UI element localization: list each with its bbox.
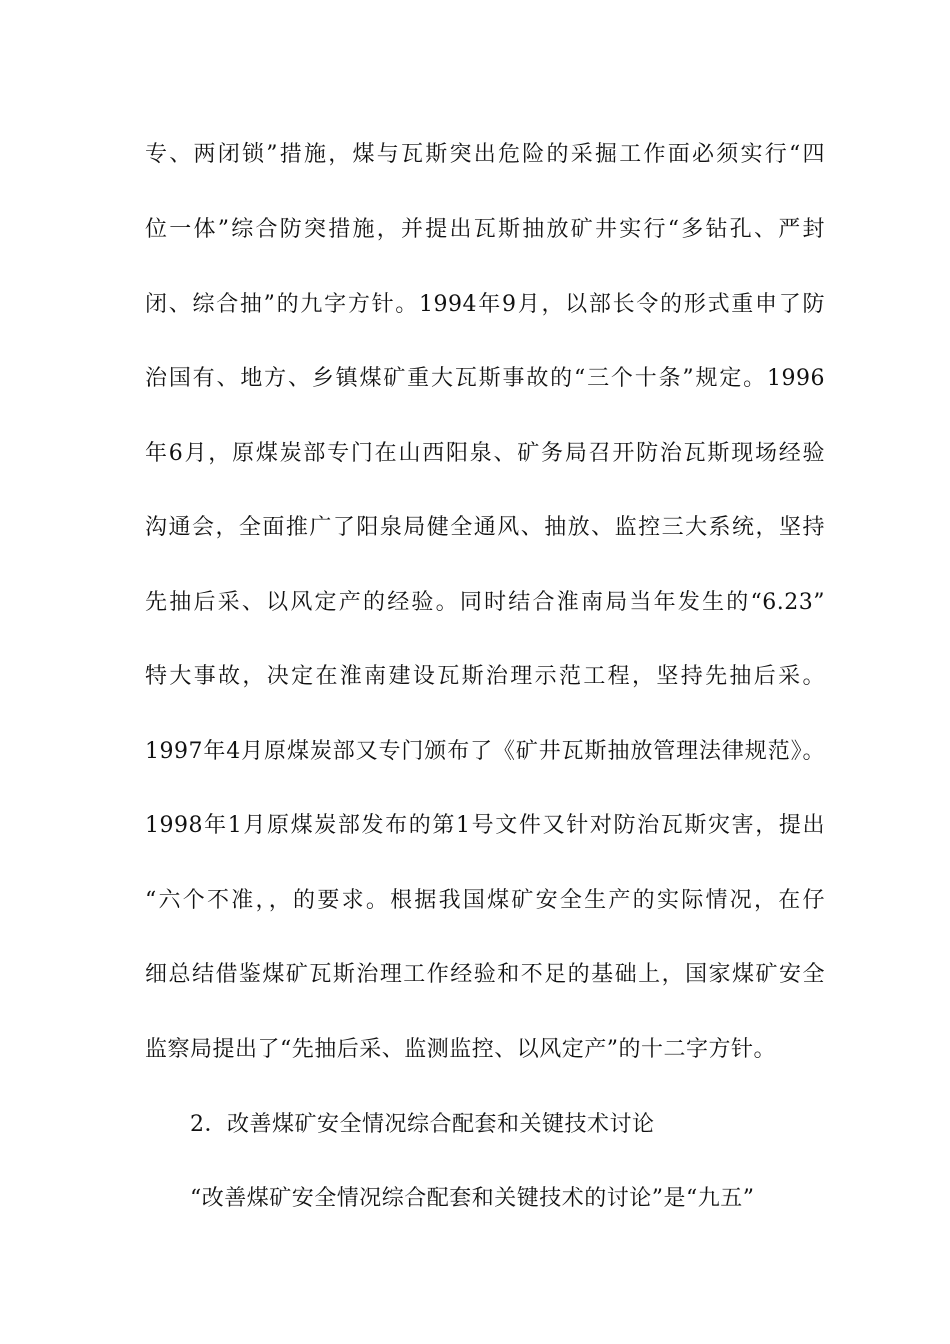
body-line-last: “改善煤矿安全情况综合配套和关键技术的讨论”是“九五” bbox=[190, 1186, 755, 1211]
body-line-4: 治国有、地方、乡镇煤矿重大瓦斯事故的“三个十条”规定。1996 bbox=[145, 366, 825, 391]
body-line-13: 监察局提出了“先抽后采、监测监控、以风定产”的十二字方针。 bbox=[145, 1037, 776, 1062]
body-line-2: 位一体”综合防突措施，并提出瓦斯抽放矿井实行“多钻孔、严封 bbox=[145, 217, 825, 242]
section-heading: 2．改善煤矿安全情况综合配套和关键技术讨论 bbox=[190, 1112, 655, 1137]
body-line-6: 沟通会，全面推广了阳泉局健全通风、抽放、监控三大系统，坚持 bbox=[145, 515, 825, 540]
body-line-7: 先抽后采、以风定产的经验。同时结合淮南局当年发生的“6.23” bbox=[145, 590, 825, 615]
body-line-9: 1997年4月原煤炭部又专门颁布了《矿井瓦斯抽放管理法律规范》。 bbox=[145, 739, 825, 764]
body-line-10: 1998年1月原煤炭部发布的第1号文件又针对防治瓦斯灾害，提出 bbox=[145, 813, 825, 838]
body-line-8: 特大事故，决定在淮南建设瓦斯治理示范工程，坚持先抽后采。 bbox=[145, 664, 825, 689]
body-line-11: “六个不准，，的要求。根据我国煤矿安全生产的实际情况，在仔 bbox=[145, 888, 825, 913]
body-line-1: 专、两闭锁”措施，煤与瓦斯突出危险的采掘工作面必须实行“四 bbox=[145, 142, 825, 167]
body-line-12: 细总结借鉴煤矿瓦斯治理工作经验和不足的基础上，国家煤矿安全 bbox=[145, 962, 825, 987]
body-line-5: 年6月，原煤炭部专门在山西阳泉、矿务局召开防治瓦斯现场经验 bbox=[145, 441, 825, 466]
body-line-3: 闭、综合抽”的九字方针。1994年9月，以部长令的形式重申了防 bbox=[145, 292, 825, 317]
